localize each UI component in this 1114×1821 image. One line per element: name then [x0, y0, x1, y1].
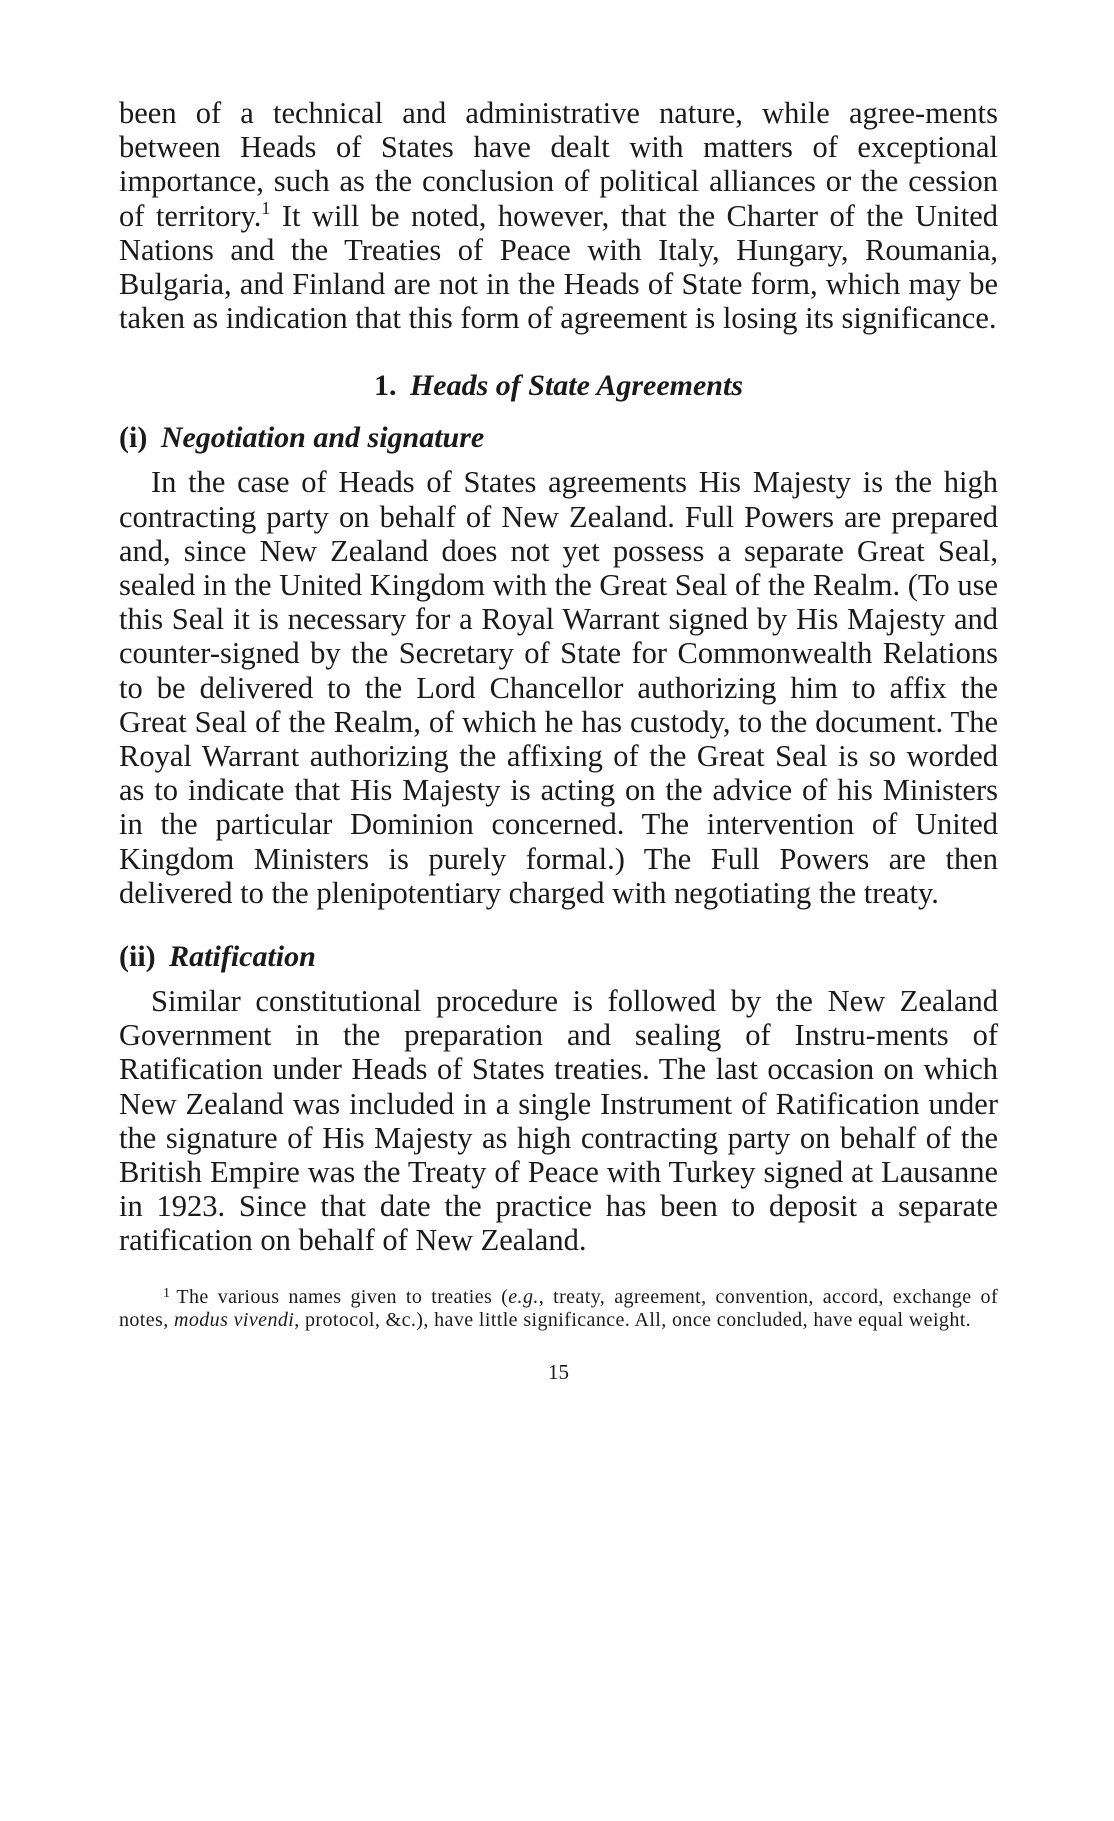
section-heading — [119, 369, 998, 403]
footnote-text-b: , treaty, agreement, convention, accord, exchange of notes, — [119, 1285, 999, 1331]
footnote-eg: e.g. — [508, 1285, 539, 1308]
footnote — [119, 1282, 998, 1332]
negotiation-paragraph: In the case of Heads of States agreements His Majesty is the high contracting party on behalf of New Zealand. Full Powers are prepared and, since New Zealand does not yet possess a separate Great Seal, sealed in the United Kingdom with the Great Seal of the Realm. (To use this Seal it is necessary for a Royal Warrant signed by His Majesty and counter-signed by the Secretary of State for Commonwealth Relations to be delivered to the Lord Chancellor authorizing him to affix the Great Seal of the Realm, of which he has custody, to the document. The Royal Warrant authorizing the affixing of the Great Seal is so worded as to indicate that His Majesty is acting on the advice of his Ministers in the particular Dominion concerned. The intervention of United Kingdom Ministers is purely formal.) The Full Powers are then delivered to the plenipotentiary charged with negotiating the treaty. — [119, 465, 998, 910]
opening-paragraph-continuation: It will be noted, however, that the Charter of the United Nations and the Treaties of Peace with Italy, Hungary, Roumania, Bulgaria, and Finland are not in the Heads of State form, which may be taken as indication that this form of agreement is losing its significance. — [119, 198, 998, 336]
footnote-reference[interactable]: 1 — [261, 197, 271, 218]
subsection-heading-ratification — [119, 940, 998, 974]
subsection-number: (i) — [119, 421, 148, 455]
opening-paragraph-text: been of a technical and administrative nature, while agree-ments between Heads of States have dealt with matters of exceptional importance, such as the conclusion of political alliances or the cession of territory. — [119, 96, 998, 233]
section-title: Heads of State Agreements — [409, 369, 744, 403]
page-number: 15 — [548, 1359, 569, 1384]
footnote-modus-vivendi: modus vivendi — [174, 1308, 295, 1331]
section-number: 1. — [373, 369, 397, 403]
opening-paragraph — [119, 96, 998, 335]
footnote-text-a: The various names given to treaties ( — [176, 1285, 509, 1308]
subsection-title: Ratification — [169, 940, 316, 974]
footnote-text-c: , protocol, &c.), have little significance. All, once concluded, have equal weight. — [294, 1308, 972, 1331]
subsection-title: Negotiation and signature — [160, 421, 485, 455]
subsection-number: (ii) — [119, 940, 156, 974]
footnote-mark: 1 — [163, 1285, 171, 1301]
document-page — [119, 96, 998, 1384]
subsection-heading-negotiation — [119, 421, 998, 455]
ratification-paragraph: Similar constitutional procedure is followed by the New Zealand Government in the preparation and sealing of Instru-ments of Ratification under Heads of States treaties. The last occasion on which New Zealand was included in a single Instrument of Ratification under the signature of His Majesty as high contracting party on behalf of the British Empire was the Treaty of Peace with Turkey signed at Lausanne in 1923. Since that date the practice has been to deposit a separate ratification on behalf of New Zealand. — [119, 984, 998, 1258]
